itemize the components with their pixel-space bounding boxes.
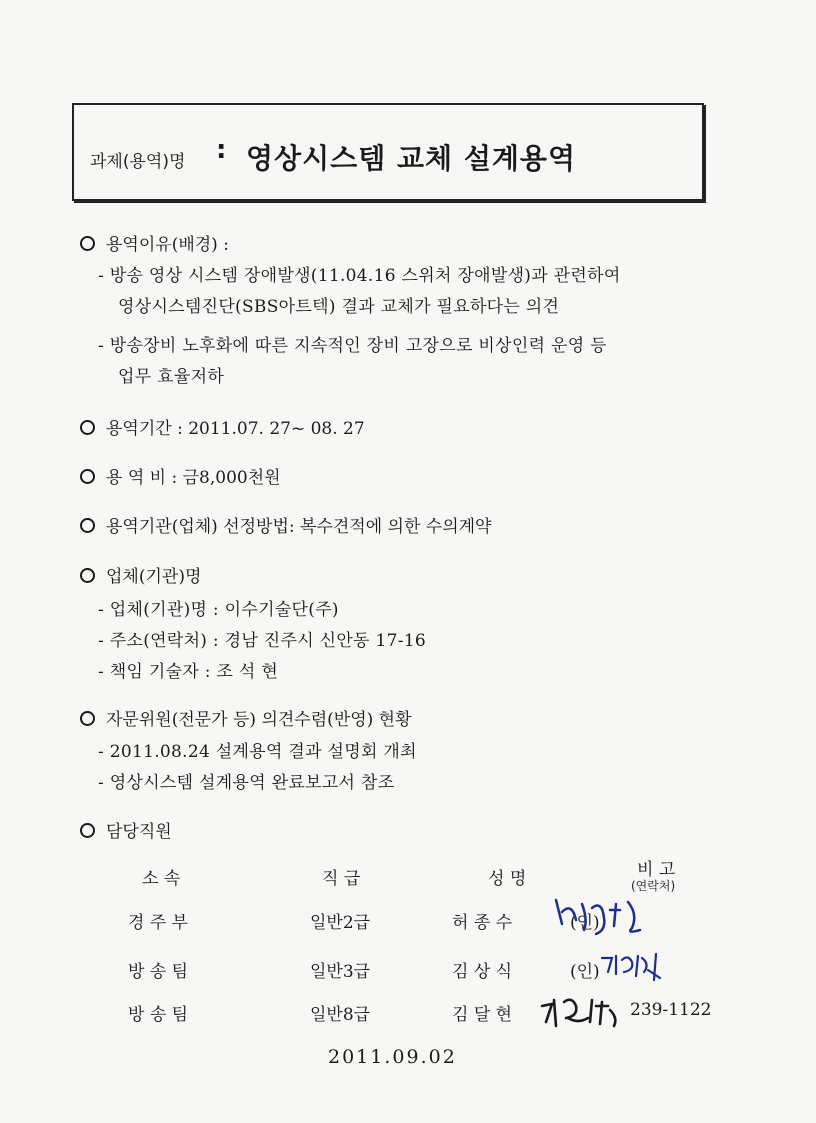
bullet-circle-icon [80,711,95,726]
bullet-circle-icon [80,823,95,838]
company-address: - 주소(연락처) : 경남 진주시 신안동 17-16 [98,631,427,651]
section-cost: 용 역 비 : 금8,000천원 [80,463,281,488]
company-engineer: - 책임 기술자 : 조 석 현 [98,662,279,682]
background-item-1-line2: 영상시스템진단(SBS아트텍) 결과 교체가 필요하다는 의견 [118,297,560,317]
row-1-dept: 경 주 부 [128,913,189,933]
section-staff-heading: 담당직원 [80,817,172,842]
row-1-rank: 일반2급 [310,913,371,933]
signature-2-icon [598,948,668,984]
bullet-circle-icon [80,518,95,533]
row-3-name: 김 달 현 [452,1005,513,1025]
background-item-2-line1: - 방송장비 노후화에 따른 지속적인 장비 고장으로 비상인력 운영 등 [98,336,607,356]
section-advisory-heading: 자문위원(전문가 등) 의견수렴(반영) 현황 [80,705,412,730]
row-3-contact: 239-1122 [630,1000,712,1020]
header-note-sub: (연락처) [631,879,676,893]
row-2-name: 김 상 식 [452,962,513,982]
background-item-2-line2: 업무 효율저하 [118,367,225,387]
background-item-1-line1: - 방송 영상 시스템 장애발생(11.04.16 스위처 장애발생)과 관련하여 [98,266,621,286]
signature-3-icon [538,992,624,1030]
row-2-dept: 방 송 팀 [128,962,189,982]
row-1-name: 허 종 수 [452,913,513,933]
advisory-item-2: - 영상시스템 설계용역 완료보고서 참조 [98,773,395,793]
bullet-circle-icon [80,469,95,484]
section-company-heading: 업체(기관)명 [80,562,201,587]
bullet-circle-icon [80,236,95,251]
row-3-dept: 방 송 팀 [128,1005,189,1025]
title-colon: : [216,135,227,165]
section-period: 용역기간 : 2011.07. 27~ 08. 27 [80,414,365,439]
bullet-circle-icon [80,568,95,583]
title-box [72,103,704,201]
advisory-item-1: - 2011.08.24 설계용역 결과 설명회 개최 [98,742,417,762]
page-title: 영상시스템 교체 설계용역 [246,142,577,175]
row-3-rank: 일반8급 [310,1005,371,1025]
company-name: - 업체(기관)명 : 이수기술단(주) [98,600,339,620]
row-2-rank: 일반3급 [310,962,371,982]
section-selection: 용역기관(업체) 선정방법: 복수견적에 의한 수의계약 [80,512,491,537]
section-background-heading: 용역이유(배경) : [80,230,229,255]
header-note: 비 고 [637,860,676,880]
signature-1-icon [548,890,658,940]
header-name: 성 명 [488,869,527,889]
bullet-circle-icon [80,420,95,435]
row-2-seal: (인) [570,962,600,982]
header-rank: 직 급 [322,869,361,889]
document-date: 2011.09.02 [328,1046,457,1068]
title-prefix: 과제(용역)명 [90,152,186,172]
header-dept: 소 속 [142,869,181,889]
row-1-seal: (인) [570,913,600,933]
